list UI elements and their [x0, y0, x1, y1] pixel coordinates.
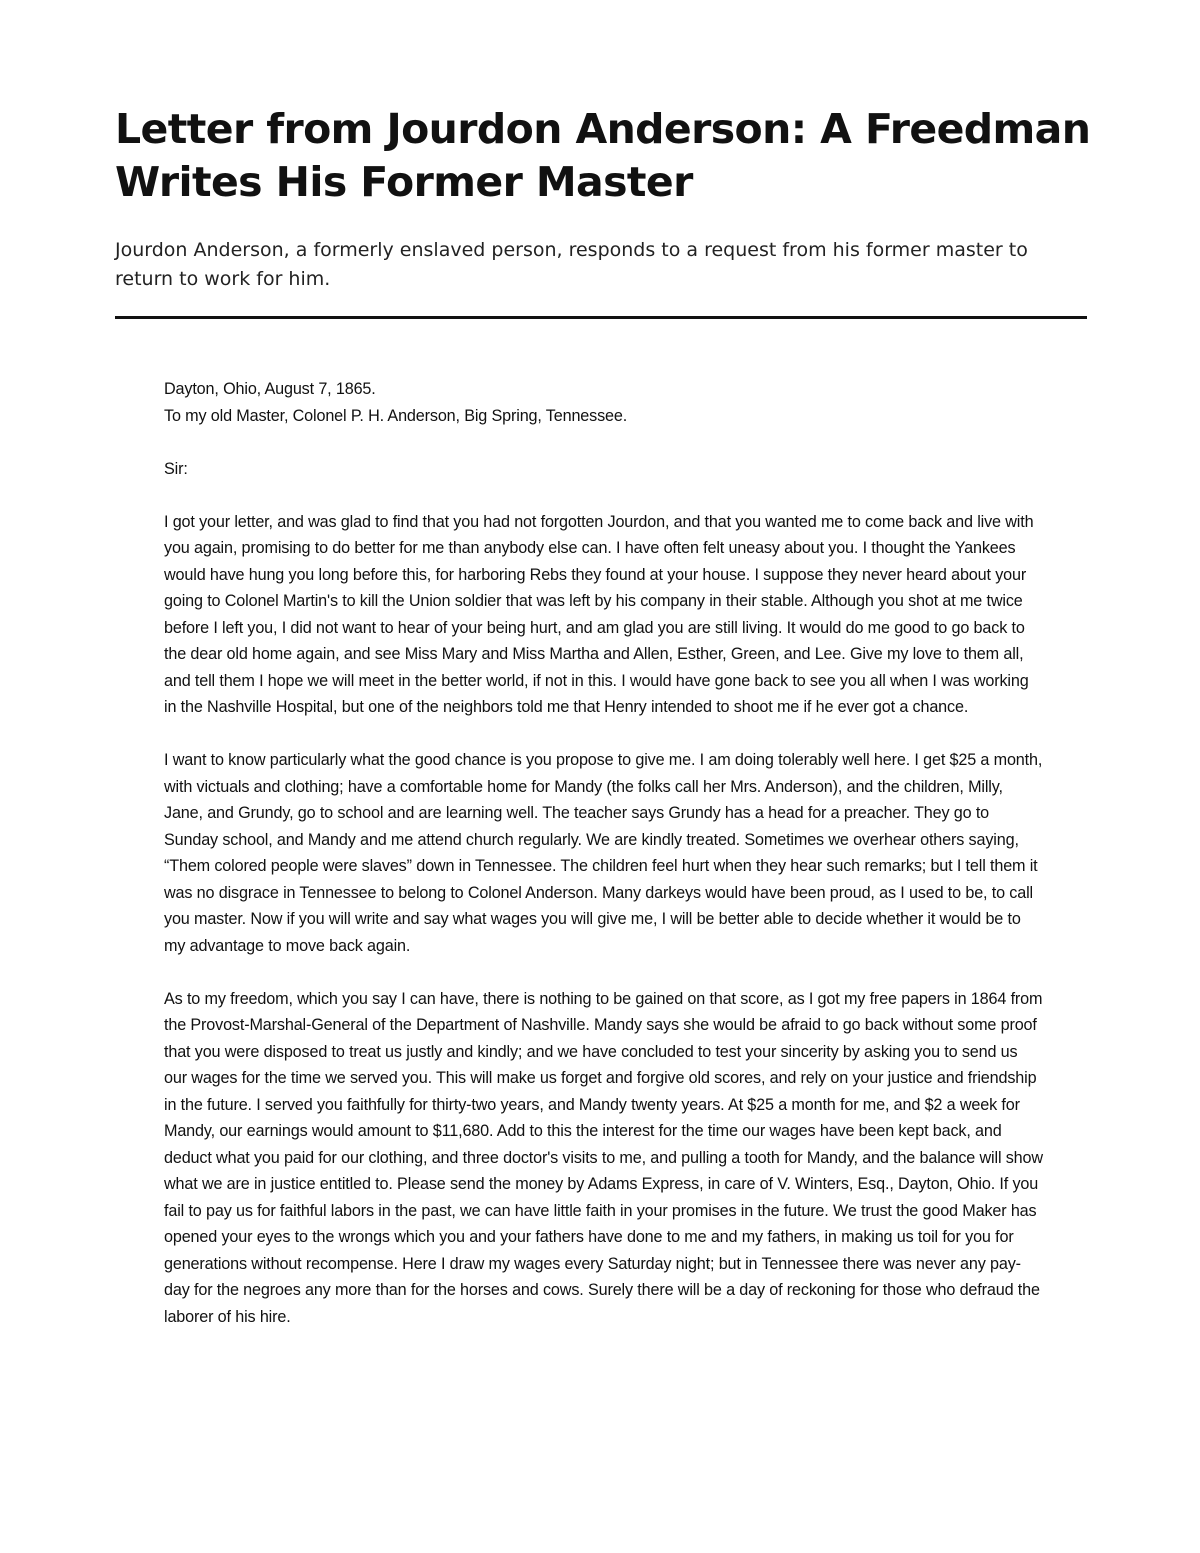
spacer	[164, 959, 1044, 986]
letter-body	[164, 376, 1044, 1330]
letter-dateline: Dayton, Ohio, August 7, 1865.	[164, 380, 376, 398]
letter-paragraph: As to my freedom, which you say I can have, there is nothing to be gained on that score, as I got my free papers in 1864 from the Provost-Marshal-General of the Department of Nashville. Mandy says she would be afraid to go back without some proof that you were disposed to treat us justly and kindly; and we have concluded to test your sincerity by asking you to send us our wages for the time we served you. This will make us forget and forgive old scores, and rely on your justice and friendship in the future. I served you faithfully for thirty-two years, and Mandy twenty years. At $25 a month for me, and $2 a week for Mandy, our earnings would amount to $11,680. Add to this the interest for the time our wages have been kept back, and deduct what you paid for our clothing, and three doctor's visits to me, and pulling a tooth for Mandy, and the balance will show what we are in justice entitled to. Please send the money by Adams Express, in care of V. Winters, Esq., Dayton, Ohio. If you fail to pay us for faithful labors in the past, we can have little faith in your promises in the future. We trust the good Maker has opened your eyes to the wrongs which you and your fathers have done to me and my fathers, in making us toil for you for generations without recompense. Here I draw my wages every Saturday night; but in Tennessee there was never any pay-day for the negroes any more than for the horses and cows. Surely there will be a day of reckoning for those who defraud the laborer of his hire.	[164, 989, 1043, 1326]
spacer	[164, 482, 1044, 509]
spacer	[164, 721, 1044, 748]
title-divider	[115, 316, 1087, 319]
spacer	[164, 429, 1044, 456]
letter-salutation: Sir:	[164, 459, 188, 478]
document-title: Letter from Jourdon Anderson: A Freedman Writes His Former Master	[115, 105, 1091, 206]
letter-paragraph: I want to know particularly what the good chance is you propose to give me. I am doing tolerably well here. I get $25 a month, with victuals and clothing; have a comfortable home for Mandy (the folks call her Mrs. Anderson), and the children, Milly, Jane, and Grundy, go to school and are learning well. The teacher says Grundy has a head for a preacher. They go to Sunday school, and Mandy and me attend church regularly. We are kindly treated. Sometimes we overhear others saying, “Them colored people were slaves” down in Tennessee. The children feel hurt when they hear such remarks; but I tell them it was no disgrace in Tennessee to belong to Colonel Anderson. Many darkeys would have been proud, as I used to be, to call you master. Now if you will write and say what wages you will give me, I will be better able to decide whether it would be to my advantage to move back again.	[164, 751, 1043, 955]
document-subtitle: Jourdon Anderson, a formerly enslaved person, responds to a request from his former master to return to work for him.	[115, 239, 1028, 290]
letter-paragraph: I got your letter, and was glad to find that you had not forgotten Jourdon, and that you wanted me to come back and live with you again, promising to do better for me than anybody else can. I have often felt uneasy about you. I thought the Yankees would have hung you long before this, for harboring Rebs they found at your house. I suppose they never heard about your going to Colonel Martin's to kill the Union soldier that was left by his company in their stable. Although you shot at me twice before I left you, I did not want to hear of your being hurt, and am glad you are still living. It would do me good to go back to the dear old home again, and see Miss Mary and Miss Martha and Allen, Esther, Green, and Lee. Give my love to them all, and tell them I hope we will meet in the better world, if not in this. I would have gone back to see you all when I was working in the Nashville Hospital, but one of the neighbors told me that Henry intended to shoot me if he ever got a chance.	[164, 512, 1034, 716]
letter-address: To my old Master, Colonel P. H. Anderson, Big Spring, Tennessee.	[164, 406, 628, 425]
